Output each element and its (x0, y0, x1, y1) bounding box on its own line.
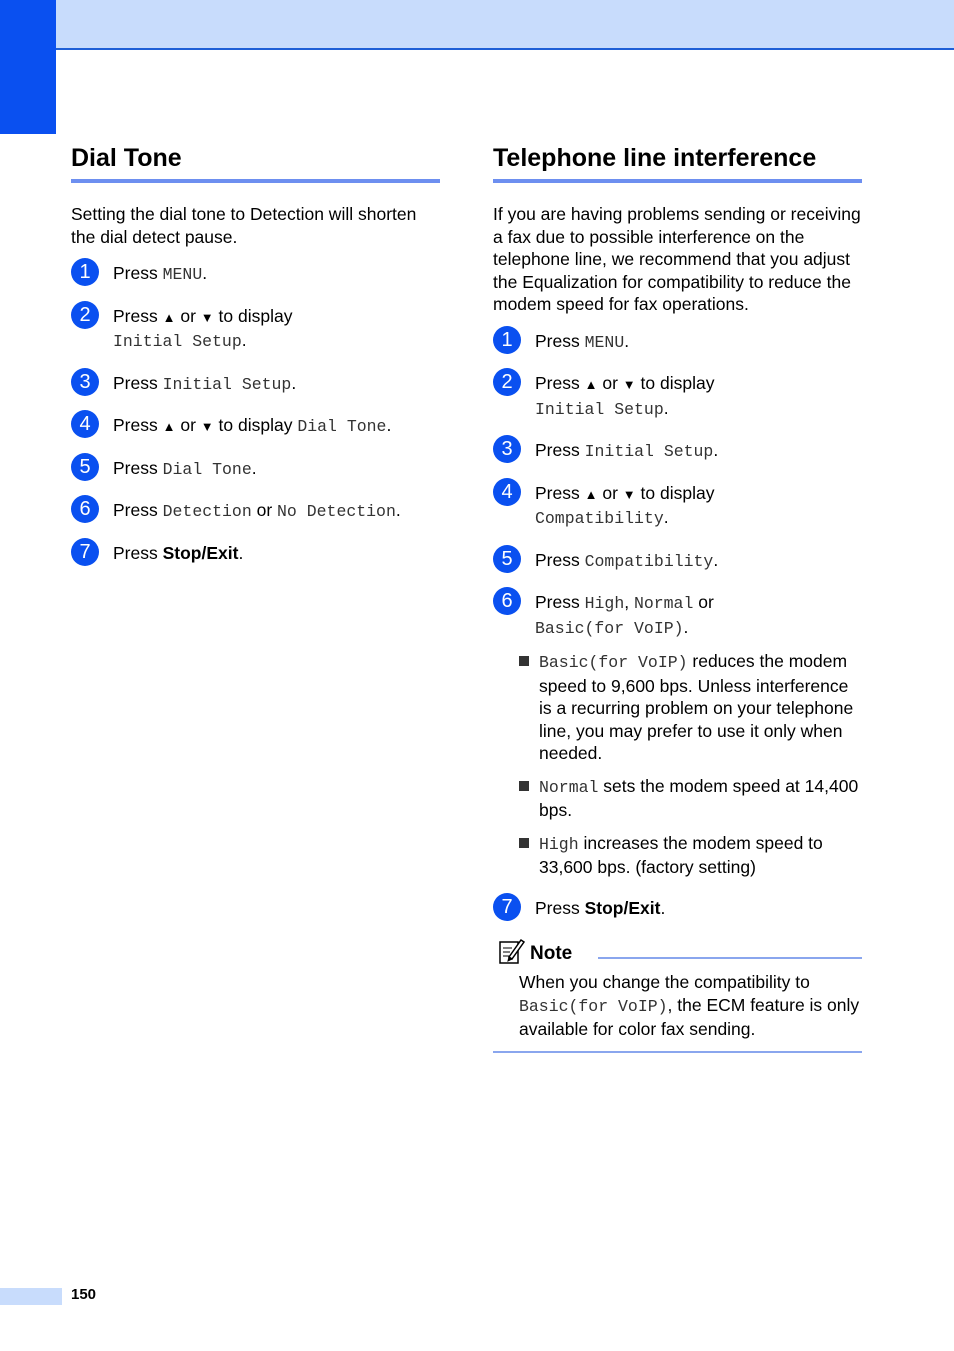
lcd-text: Compatibility (535, 509, 664, 528)
note-pencil-icon (497, 937, 525, 965)
lcd-text: MENU (584, 332, 625, 352)
lcd-text: Initial Setup (162, 374, 292, 394)
down-arrow-icon: ▼ (622, 486, 636, 502)
up-arrow-icon: ▲ (584, 486, 598, 502)
square-bullet-icon (519, 781, 529, 791)
step-item: 6 Press High, Normal or Basic(for VoIP). Basic(for VoIP) reduces the modem speed to 9,600 bps. Unless interference is a recurring problem on your telephone line, you may prefer to use it only when needed. Normal sets the modem speed at 14,400 bps. High increases the modem speed to 33,600 bps. (factory setting) (493, 591, 862, 879)
lcd-text: Initial Setup (113, 332, 242, 351)
step-number: 2 (71, 301, 99, 329)
note-box (493, 937, 862, 1053)
dial-tone-intro: Setting the dial tone to Detection will shorten the dial detect pause. (71, 204, 417, 247)
footer-band (0, 1288, 62, 1305)
step-number: 6 (71, 495, 99, 523)
bullet-item: High increases the modem speed to 33,600 bps. (factory setting) (519, 832, 862, 879)
step-number: 5 (71, 453, 99, 481)
lcd-text: No Detection (277, 502, 396, 521)
step-item: 2 Press ▲ or ▼ to display Initial Setup. (493, 372, 862, 421)
up-arrow-icon: ▲ (162, 419, 176, 434)
square-bullet-icon (519, 656, 529, 666)
lcd-text: High (539, 834, 579, 854)
lcd-text: Compatibility (584, 551, 714, 571)
step-number: 6 (493, 587, 521, 615)
step-number: 7 (71, 538, 99, 566)
lcd-text: MENU (162, 265, 203, 284)
section-title-dial-tone: Dial Tone (71, 142, 440, 183)
lcd-text: Detection (162, 502, 252, 521)
step-item: 6 Press Detection or No Detection. (71, 499, 440, 524)
note-header (493, 937, 862, 969)
down-arrow-icon: ▼ (622, 377, 636, 392)
header-band (0, 0, 954, 50)
key-label: Stop/Exit (584, 897, 661, 918)
lcd-text: Initial Setup (584, 442, 714, 461)
step-item: 2 Press ▲ or ▼ to display Initial Setup. (71, 305, 440, 354)
lcd-text: Normal (633, 594, 694, 613)
step-number: 7 (493, 893, 521, 921)
interference-steps (493, 330, 862, 920)
step-item: 3 Press Initial Setup. (493, 439, 862, 464)
lcd-text: Dial Tone (297, 417, 387, 436)
step-item: 1 Press MENU. (71, 262, 440, 287)
step-number: 3 (493, 435, 521, 463)
dial-tone-section (71, 142, 440, 582)
option-bullets (493, 650, 862, 879)
interference-intro: If you are having problems sending or receiving a fax due to possible interference on the telephone line, we recommend that you adjust the Equalization for compatibility to reduce the modem speed for fax operations. (493, 204, 861, 314)
note-divider (598, 957, 862, 959)
telephone-line-interference-section (493, 142, 862, 1053)
note-title: Note (530, 943, 573, 964)
step-item: 5 Press Compatibility. (493, 549, 862, 574)
chapter-tab (0, 0, 56, 134)
step-number: 5 (493, 545, 521, 573)
step-item: 7 Press Stop/Exit. (71, 542, 440, 565)
square-bullet-icon (519, 838, 529, 848)
step-item: 4 Press ▲ or ▼ to display Compatibility. (493, 482, 862, 531)
lcd-text: Basic(for VoIP) (539, 653, 688, 672)
step-item: 5 Press Dial Tone. (71, 457, 440, 482)
note-text: When you change the compatibility to Basic(for VoIP), the ECM feature is only available for color fax sending. (519, 972, 860, 1039)
step-number: 3 (71, 368, 99, 396)
lcd-text: High (584, 594, 625, 613)
bullet-item: Basic(for VoIP) reduces the modem speed to 9,600 bps. Unless interference is a recurring problem on your telephone line, you may prefer to use it only when needed. (519, 650, 862, 765)
lcd-text: Normal (539, 777, 599, 797)
lcd-text: Initial Setup (535, 399, 664, 419)
down-arrow-icon: ▼ (200, 419, 214, 434)
step-number: 1 (71, 258, 99, 286)
up-arrow-icon: ▲ (584, 377, 598, 392)
up-arrow-icon: ▲ (162, 309, 176, 325)
step-item: 7 Press Stop/Exit. (493, 897, 862, 920)
page-number: 150 (71, 1286, 97, 1303)
lcd-text: Basic(for VoIP) (519, 996, 668, 1016)
dial-tone-steps (71, 262, 440, 564)
step-item: 1 Press MENU. (493, 330, 862, 355)
down-arrow-icon: ▼ (200, 309, 214, 325)
lcd-text: Dial Tone (162, 459, 252, 479)
step-item: 3 Press Initial Setup. (71, 372, 440, 397)
key-label: Stop/Exit (162, 542, 239, 563)
section-title-telephone-line-interference: Telephone line interference (493, 142, 862, 183)
bullet-item: Normal sets the modem speed at 14,400 bps. (519, 775, 862, 822)
step-item: 4 Press ▲ or ▼ to display Dial Tone. (71, 414, 440, 439)
step-number: 2 (493, 368, 521, 396)
step-number: 4 (493, 478, 521, 506)
step-number: 4 (71, 410, 99, 438)
step-number: 1 (493, 326, 521, 354)
lcd-text: Basic(for VoIP) (535, 618, 684, 638)
